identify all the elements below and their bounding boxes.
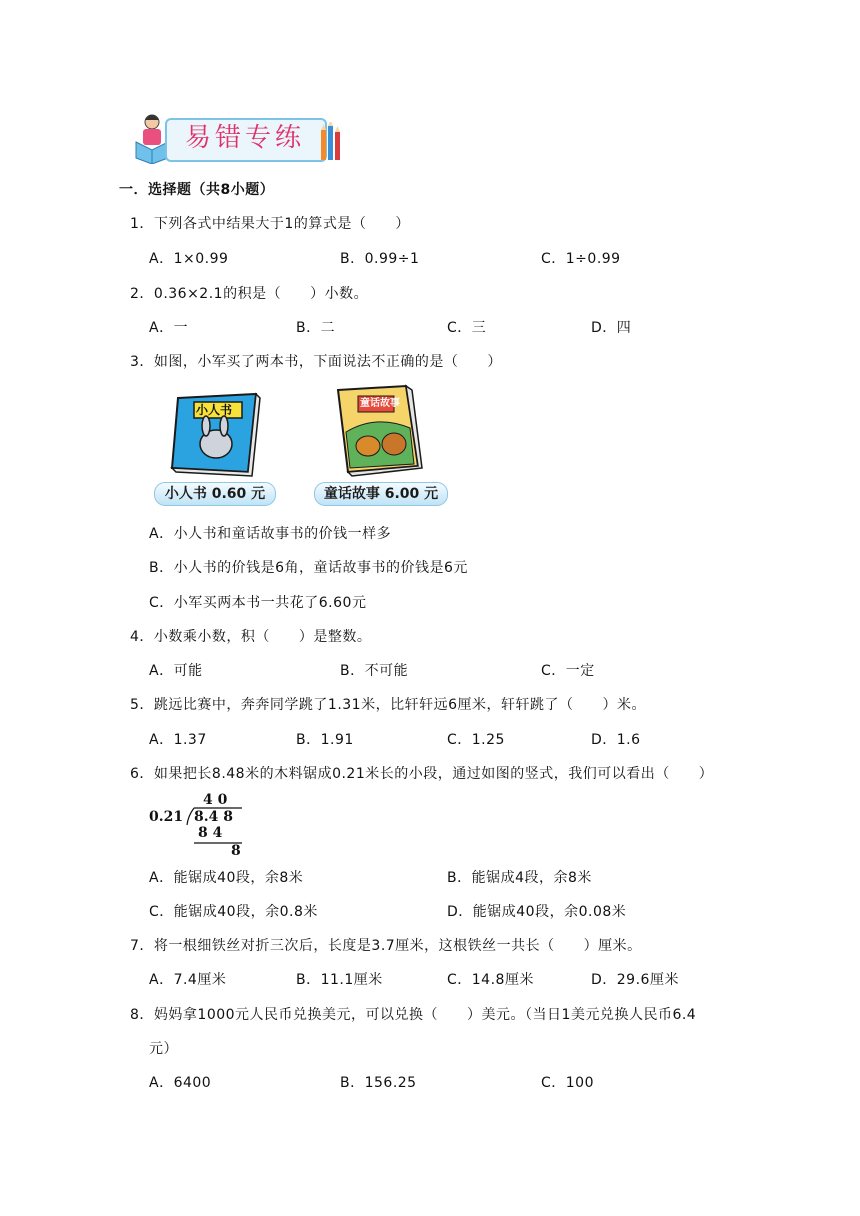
question-8-stem-line-2: 元） bbox=[149, 1041, 178, 1057]
question-2-option-b[interactable]: B．二 bbox=[296, 320, 336, 336]
pencils-icon bbox=[318, 122, 344, 162]
question-6-option-d[interactable]: D．能锯成40段，余0.08米 bbox=[447, 904, 627, 920]
fairy-tale-book-cover-title: 童话故事 bbox=[360, 398, 400, 409]
question-5-option-c[interactable]: C．1.25 bbox=[447, 732, 505, 748]
question-2-option-d[interactable]: D．四 bbox=[591, 320, 632, 336]
question-8-option-a[interactable]: A．6400 bbox=[149, 1075, 212, 1091]
question-5-option-b[interactable]: B．1.91 bbox=[296, 732, 354, 748]
fairy-tale-book-price-tag: 童话故事 6.00 元 bbox=[314, 482, 448, 506]
section-heading: 一．选择题（共8小题） bbox=[119, 182, 275, 198]
question-4-stem: 4．小数乘小数，积（ ）是整数。 bbox=[130, 629, 372, 645]
question-4-option-a[interactable]: A．可能 bbox=[149, 663, 203, 679]
question-1-option-b[interactable]: B．0.99÷1 bbox=[340, 251, 420, 267]
question-6-option-b[interactable]: B．能锯成4段，余8米 bbox=[447, 870, 592, 886]
question-3-option-a[interactable]: A．小人书和童话故事书的价钱一样多 bbox=[149, 526, 392, 542]
question-7-option-a[interactable]: A．7.4厘米 bbox=[149, 972, 227, 988]
banner-title: 易错专练 bbox=[185, 123, 306, 153]
division-divisor: 0.21 bbox=[149, 809, 184, 825]
question-6-option-a[interactable]: A．能锯成40段，余8米 bbox=[149, 870, 304, 886]
question-5-option-a[interactable]: A．1.37 bbox=[149, 732, 207, 748]
question-1-option-c[interactable]: C．1÷0.99 bbox=[541, 251, 621, 267]
question-7-stem: 7．将一根细铁丝对折三次后，长度是3.7厘米，这根铁丝一共长（ ）厘米。 bbox=[130, 938, 642, 954]
question-4-option-c[interactable]: C．一定 bbox=[541, 663, 595, 679]
question-2-stem: 2．0.36×2.1的积是（ ）小数。 bbox=[130, 286, 369, 302]
question-6-stem: 6．如果把长8.48米的木料锯成0.21米长的小段，通过如图的竖式，我们可以看出（ ） bbox=[130, 766, 714, 782]
question-8-option-b[interactable]: B．156.25 bbox=[340, 1075, 417, 1091]
question-2-option-a[interactable]: A．一 bbox=[149, 320, 189, 336]
division-remainder: 8 bbox=[231, 843, 241, 859]
question-3-stem: 3．如图，小军买了两本书，下面说法不正确的是（ ） bbox=[130, 354, 502, 370]
question-8-stem-line-1: 8．妈妈拿1000元人民币兑换美元，可以兑换（ ）美元。（当日1美元兑换人民币6.4 bbox=[130, 1007, 697, 1023]
division-dividend: 8.4 8 bbox=[194, 809, 233, 825]
question-7-option-c[interactable]: C．14.8厘米 bbox=[447, 972, 534, 988]
question-1-option-a[interactable]: A．1×0.99 bbox=[149, 251, 229, 267]
question-3-option-c[interactable]: C．小军买两本书一共花了6.60元 bbox=[149, 595, 367, 611]
question-3-option-b[interactable]: B．小人书的价钱是6角，童话故事书的价钱是6元 bbox=[149, 560, 468, 576]
question-4-option-b[interactable]: B．不可能 bbox=[340, 663, 409, 679]
question-7-option-d[interactable]: D．29.6厘米 bbox=[591, 972, 679, 988]
picture-book-price-tag: 小人书 0.60 元 bbox=[154, 482, 276, 506]
division-product: 8 4 bbox=[198, 825, 223, 841]
question-2-option-c[interactable]: C．三 bbox=[447, 320, 487, 336]
question-1-stem: 1．下列各式中结果大于1的算式是（ ） bbox=[130, 216, 410, 232]
question-6-option-c[interactable]: C．能锯成40段，余0.8米 bbox=[149, 904, 318, 920]
question-8-option-c[interactable]: C．100 bbox=[541, 1075, 594, 1091]
question-5-stem: 5．跳远比赛中，奔奔同学跳了1.31米，比轩轩远6厘米，轩轩跳了（ ）米。 bbox=[130, 697, 646, 713]
question-7-option-b[interactable]: B．11.1厘米 bbox=[296, 972, 383, 988]
division-quotient: 4 0 bbox=[203, 792, 228, 808]
picture-book-cover-title: 小人书 bbox=[196, 403, 233, 417]
question-5-option-d[interactable]: D．1.6 bbox=[591, 732, 641, 748]
